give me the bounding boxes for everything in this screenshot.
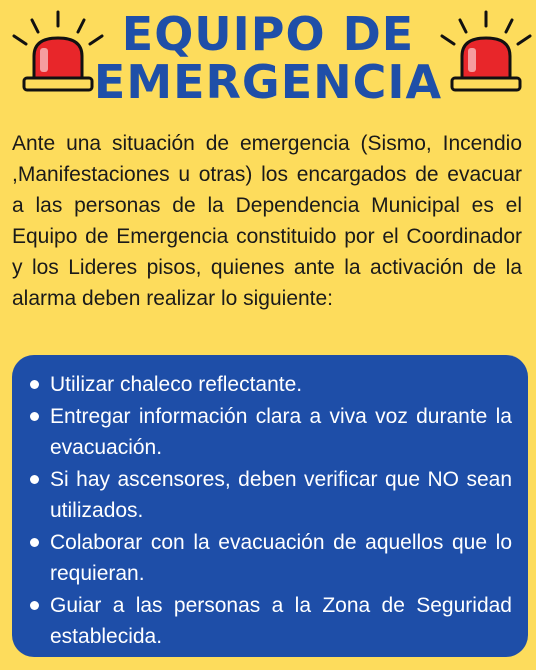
task-text: Guiar a las personas a la Zona de Seguridad establecida. (50, 594, 512, 648)
bullet-icon (30, 538, 39, 547)
list-item (30, 401, 512, 463)
list-item (30, 369, 512, 400)
title-line-2: EMERGENCIA (93, 55, 443, 109)
list-item (30, 527, 512, 589)
title-line-1: EQUIPO DE (121, 7, 415, 61)
task-list (30, 369, 512, 652)
task-text: Utilizar chaleco reflectante. (50, 373, 303, 396)
list-item (30, 464, 512, 526)
bullet-icon (30, 380, 39, 389)
bullet-icon (30, 601, 39, 610)
task-text: Colaborar con la evacuación de aquellos que lo requieran. (50, 531, 512, 585)
task-text: Si hay ascensores, deben verificar que NO sean utilizados. (50, 468, 512, 522)
tasks-box (12, 355, 528, 657)
bullet-icon (30, 412, 39, 421)
intro-paragraph: Ante una situación de emergencia (Sismo, Incendio ,Manifestaciones u otras) los encargados de evacuar a las personas de la Dependencia Municipal es el Equipo de Emergencia constituido por el Coordinador y los Lideres pisos, quienes ante la activación de la alarma deben realizar lo siguiente: (12, 132, 522, 310)
list-item (30, 590, 512, 652)
page-title (0, 7, 536, 109)
task-text: Entregar información clara a viva voz durante la evacuación. (50, 405, 512, 459)
bullet-icon (30, 475, 39, 484)
